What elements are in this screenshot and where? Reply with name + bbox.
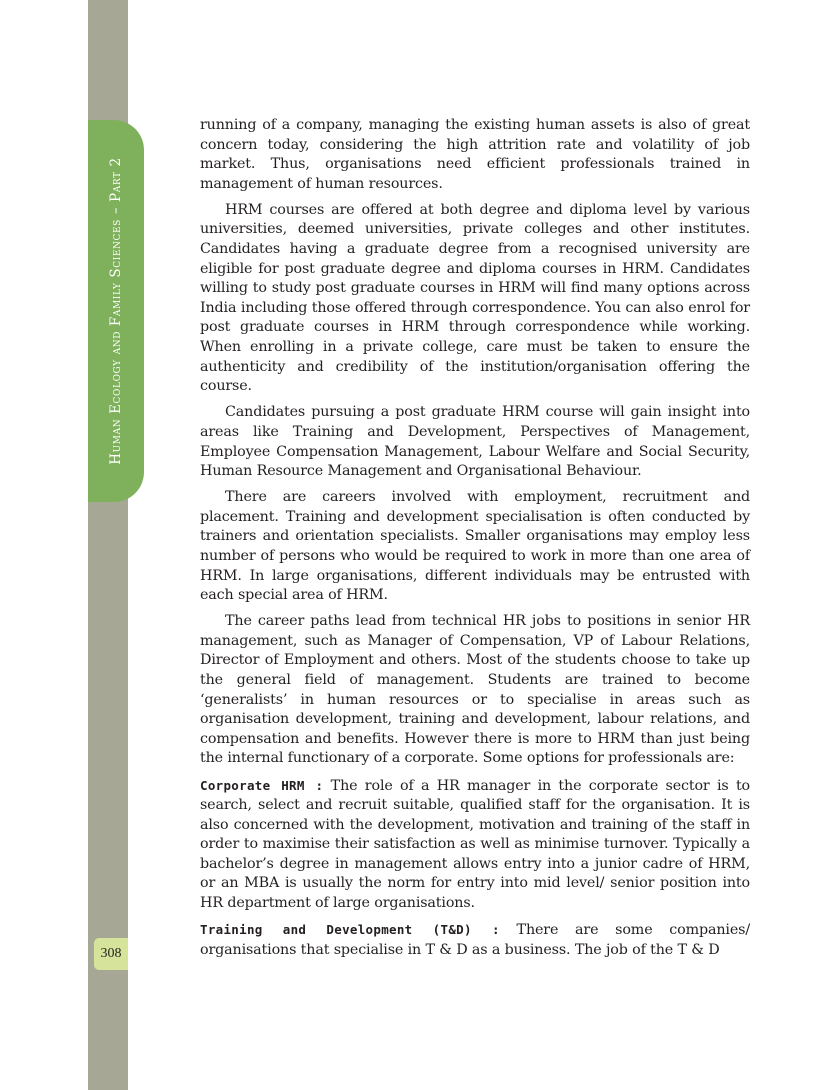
body-text: [200, 116, 750, 967]
corporate-hrm-paragraph: [200, 776, 750, 914]
training-development-paragraph: [200, 920, 750, 960]
training-development-term: Training and Development (T&D) :: [200, 922, 500, 938]
training-development-text: There are some companies/ organisations that specialise in T & D as a business. The job of the T & D: [200, 922, 750, 958]
paragraph: The career paths lead from technical HR jobs to positions in senior HR management, such as Manager of Compensation, VP of Labour Relations, Director of Employment and others. Most of the students choose to take up the general field of management. Students are trained to become ‘generalists’ in human resources or to specialise in areas such as organisation development, training and development, labour relations, and compensation and benefits. However there is more to HRM than just being the internal functionary of a corporate. Some options for professionals are:: [200, 613, 750, 767]
paragraph: running of a company, managing the existing human assets is also of great concern today, considering the high attrition rate and volatility of job market. Thus, organisations need efficient professionals trained in management of human resources.: [200, 117, 750, 192]
paragraph: There are careers involved with employment, recruitment and placement. Training and development specialisation is often conducted by trainers and orientation specialists. Smaller organisations may employ less number of persons who would be required to work in more than one area of HRM. In large organisations, different individuals may be entrusted with each special area of HRM.: [200, 489, 750, 604]
paragraph: Candidates pursuing a post graduate HRM course will gain insight into areas like Training and Development, Perspectives of Management, Employee Compensation Management, Labour Welfare and Social Security, Human Resource Management and Organisational Behaviour.: [200, 404, 750, 480]
page-number: 308: [94, 938, 128, 970]
paragraph: HRM courses are offered at both degree and diploma level by various universities, deemed universities, private colleges and other institutes. Candidates having a graduate degree from a recognised university are eligible for post graduate degree and diploma courses in HRM. Candidates willing to study post graduate courses in HRM will find many options across India including those offered through correspondence. You can also enrol for post graduate courses in HRM through correspondence while working. When enrolling in a private college, care must be taken to ensure the authenticity and credibility of the institution/organisation offering the course.: [200, 201, 750, 395]
corporate-hrm-text: The role of a HR manager in the corporate sector is to search, select and recruit suitable, qualified staff for the organisation. It is also concerned with the development, motivation and training of the staff in order to maximise their satisfaction as well as minimise turnover. Typically a bachelor’s degree in management allows entry into a junior cadre of HRM, or an MBA is usually the norm for entry into mid level/ senior position into HR department of large organisations.: [200, 777, 750, 912]
running-title: Human Ecology and Family Sciences – Part 2: [108, 157, 124, 465]
corporate-hrm-term: Corporate HRM :: [200, 777, 324, 793]
